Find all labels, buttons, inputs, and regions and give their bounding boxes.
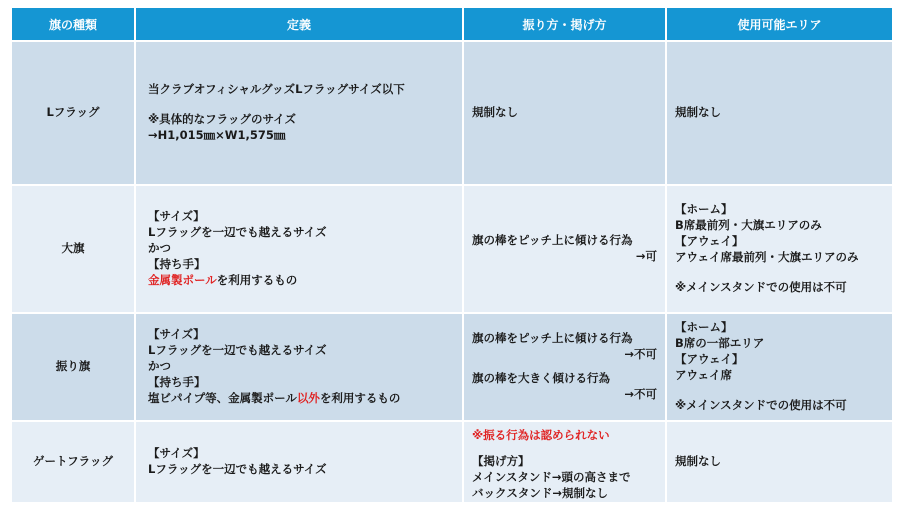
waving-result: →可 xyxy=(635,249,657,263)
row-waving-flag-type: 振り旗 xyxy=(12,314,134,420)
size-label: 【サイズ】 xyxy=(148,209,205,224)
row-l-flag-type: Lフラッグ xyxy=(12,42,134,184)
header-definition: 定義 xyxy=(136,8,462,40)
holder-text xyxy=(148,273,454,289)
away-label: 【アウェイ】 xyxy=(675,234,744,249)
waving-warning: ※振る行為は認められない xyxy=(472,428,610,442)
holder-pre: 塩ビパイプ等、金属製ポール xyxy=(148,390,297,405)
size-label: 【サイズ】 xyxy=(148,446,205,461)
row-big-flag-waving xyxy=(464,186,665,312)
row-gate-flag-waving xyxy=(464,422,665,502)
size-text: Lフラッグを一辺でも越えるサイズ xyxy=(148,343,327,358)
holder-rest: を利用するもの xyxy=(216,272,298,287)
header-flag-type: 旗の種類 xyxy=(12,8,134,40)
header-waving-method: 振り方・掲げ方 xyxy=(464,8,665,40)
row-waving-flag-definition xyxy=(136,314,462,420)
row-waving-flag-waving xyxy=(464,314,665,420)
row-gate-flag-type: ゲートフラッグ xyxy=(12,422,134,502)
and-text: かつ xyxy=(148,359,171,374)
waving-line: 旗の棒を大きく傾ける行為 xyxy=(472,371,610,385)
away-label: 【アウェイ】 xyxy=(675,352,744,367)
row-big-flag-type: 大旗 xyxy=(12,186,134,312)
home-label: 【ホーム】 xyxy=(675,202,733,217)
row-gate-flag-definition xyxy=(136,422,462,502)
row-waving-flag-area xyxy=(667,314,892,420)
holder-highlight: 金属製ポール xyxy=(148,272,217,287)
size-text: Lフラッグを一辺でも越えるサイズ xyxy=(148,225,327,240)
and-text: かつ xyxy=(148,241,171,256)
waving-result: →不可 xyxy=(624,386,657,401)
holder-highlight: 以外 xyxy=(296,390,320,405)
area-note: ※メインスタンドでの使用は不可 xyxy=(675,279,847,294)
header-usable-area: 使用可能エリア xyxy=(667,8,892,40)
row-l-flag-definition xyxy=(136,42,462,184)
size-text: Lフラッグを一辺でも越えるサイズ xyxy=(148,462,327,476)
hoisting-line: バックスタンド→規制なし xyxy=(472,486,609,501)
row-big-flag-area xyxy=(667,186,892,312)
home-text: B席の一部エリア xyxy=(675,336,765,351)
holder-label: 【持ち手】 xyxy=(148,374,206,389)
row-big-flag-definition xyxy=(136,186,462,312)
away-text: アウェイ席最前列・大旗エリアのみ xyxy=(675,249,859,264)
definition-line: →H1,015㎜×W1,575㎜ xyxy=(148,127,286,142)
definition-line: 当クラブオフィシャルグッズLフラッグサイズ以下 xyxy=(148,82,405,97)
holder-rest: を利用するもの xyxy=(319,390,401,405)
holder-label: 【持ち手】 xyxy=(148,256,206,271)
waving-line: 旗の棒をピッチ上に傾ける行為 xyxy=(472,331,633,346)
holder-text xyxy=(148,391,454,407)
waving-line: 旗の棒をピッチ上に傾ける行為 xyxy=(472,233,633,248)
size-label: 【サイズ】 xyxy=(148,327,205,342)
home-text: B席最前列・大旗エリアのみ xyxy=(675,218,822,233)
hoisting-line: メインスタンド→頭の高さまで xyxy=(472,470,631,485)
row-l-flag-waving: 規制なし xyxy=(464,42,665,184)
hoisting-label: 【掲げ方】 xyxy=(472,454,530,469)
area-note: ※メインスタンドでの使用は不可 xyxy=(675,397,847,412)
row-l-flag-area: 規制なし xyxy=(667,42,892,184)
flag-rules-table xyxy=(12,8,886,502)
definition-line: ※具体的なフラッグのサイズ xyxy=(148,112,297,127)
away-text: アウェイ席 xyxy=(675,367,733,382)
waving-result: →不可 xyxy=(624,347,657,362)
home-label: 【ホーム】 xyxy=(675,320,733,335)
row-gate-flag-area: 規制なし xyxy=(667,422,892,502)
